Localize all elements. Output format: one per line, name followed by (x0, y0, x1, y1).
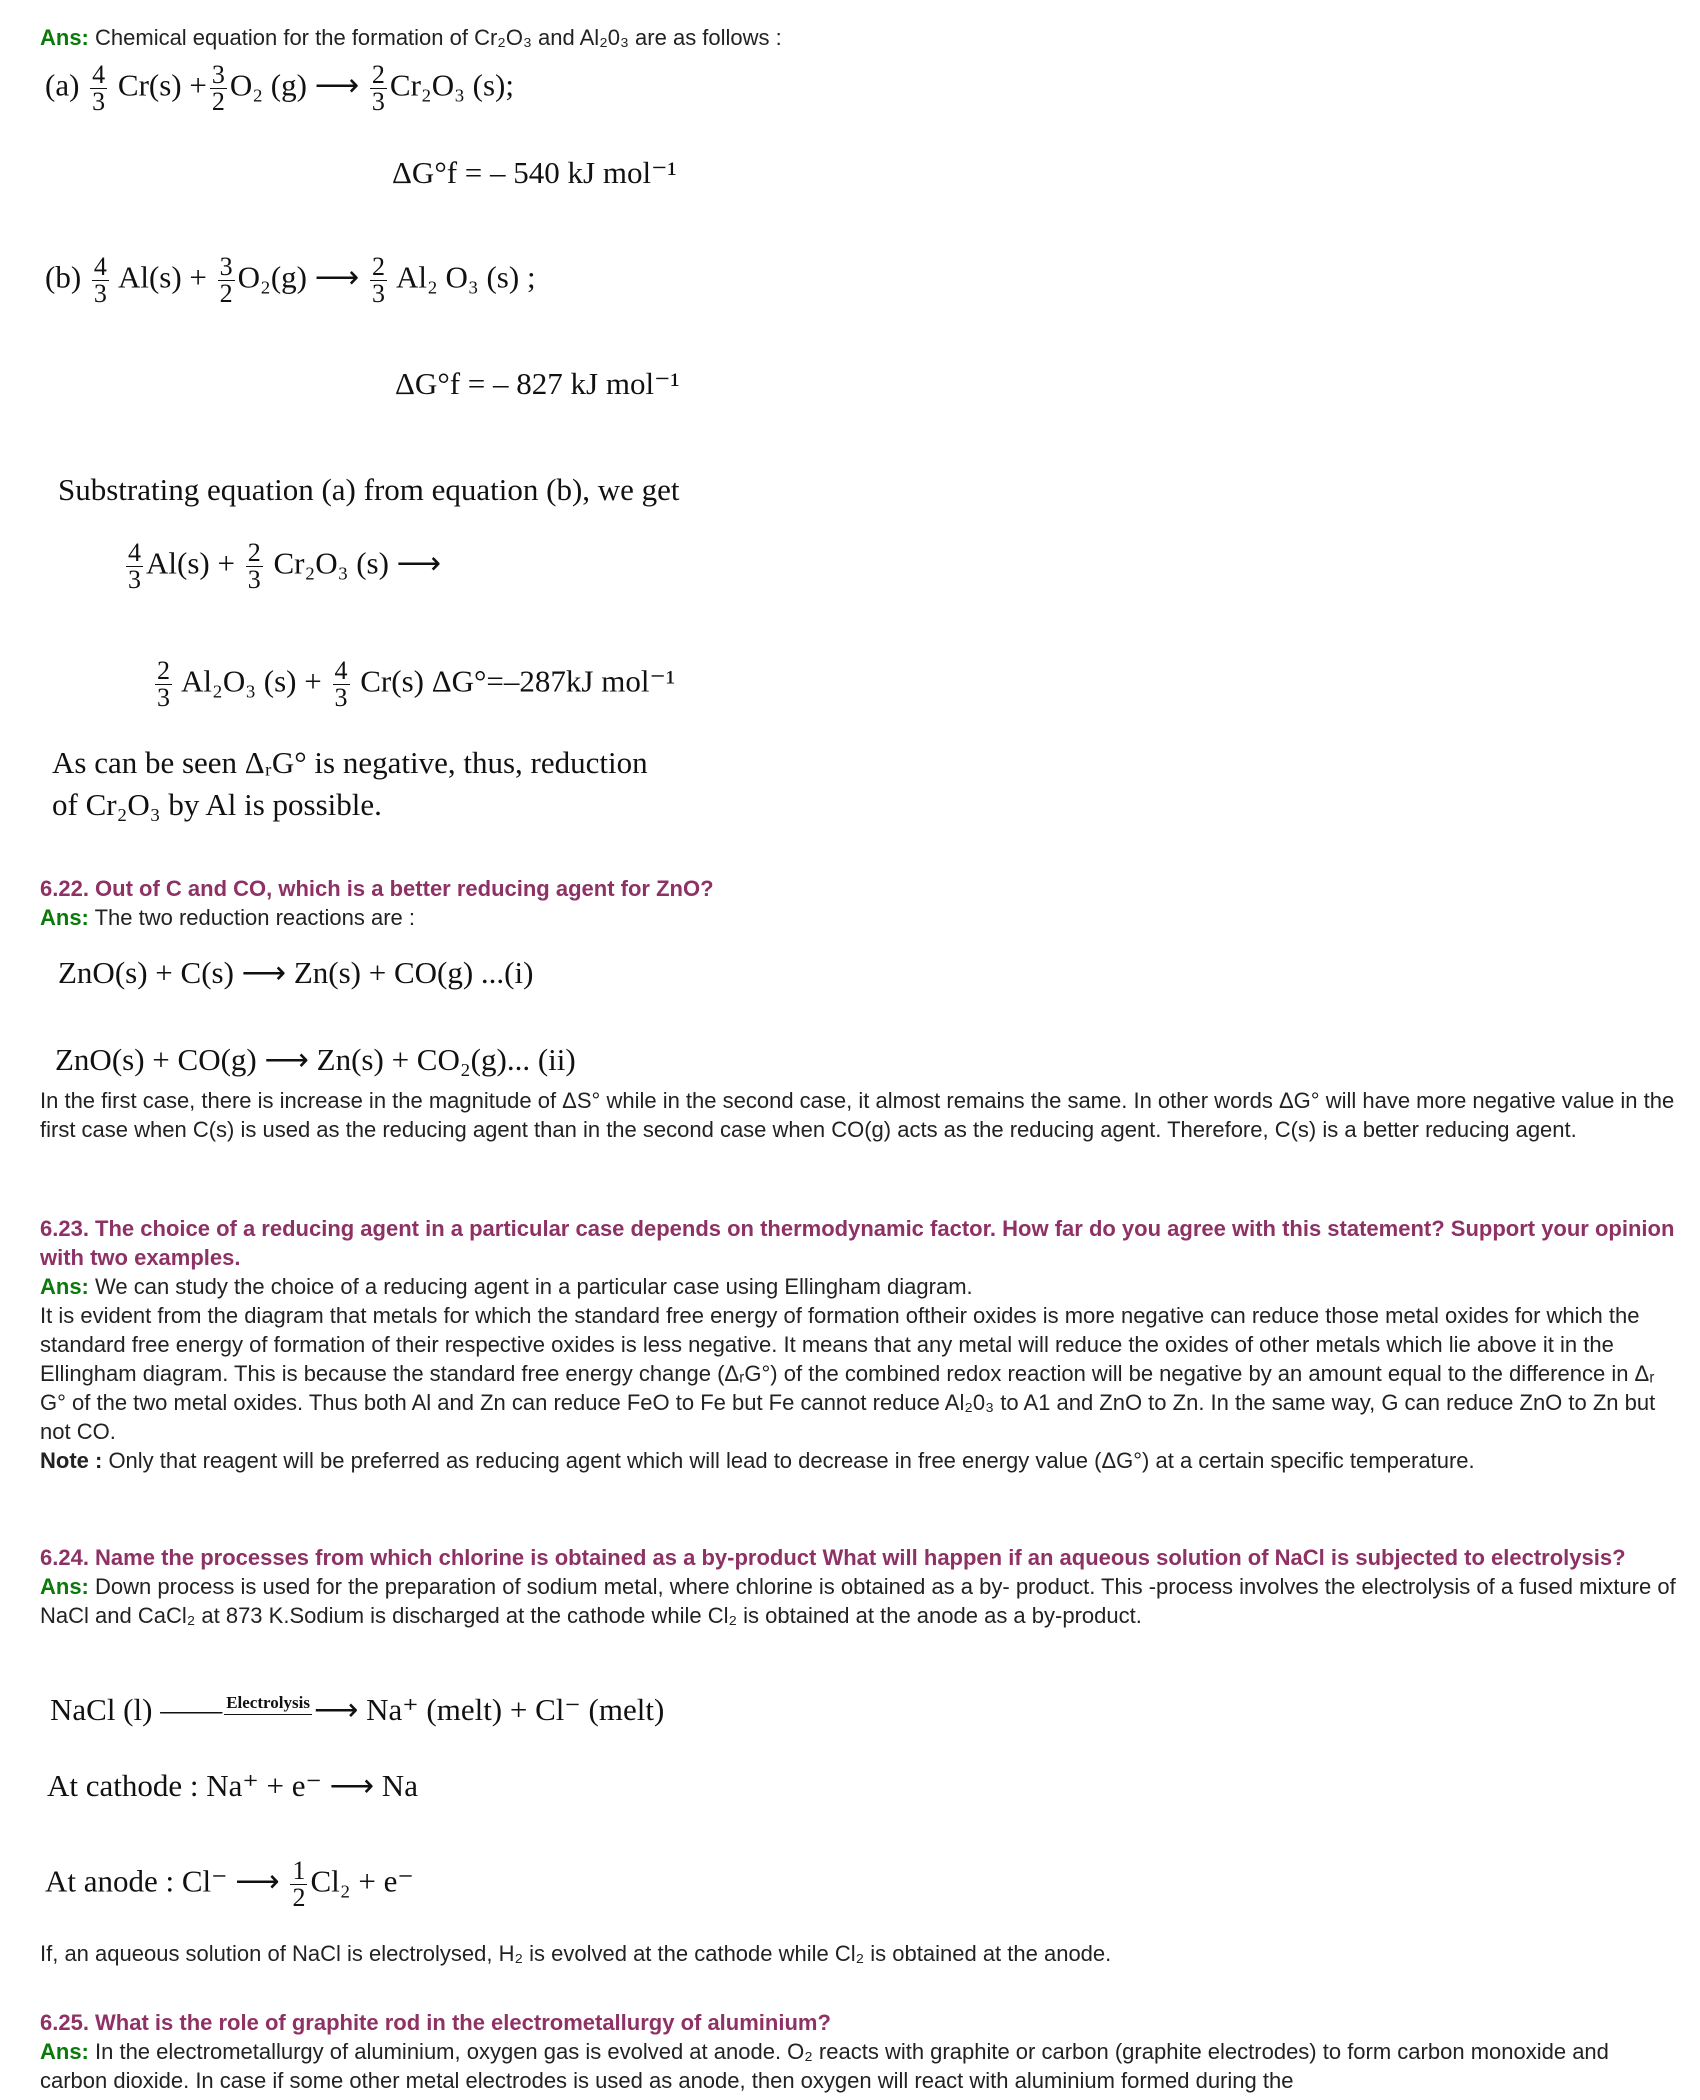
denominator: 3 (157, 683, 170, 712)
equation-term: ZnO(s) + CO(g) ⟶ Zn(s) + CO₂(g)... (ii) (55, 1042, 576, 1077)
denominator: 3 (247, 565, 261, 594)
zno-co-equation (55, 1042, 576, 1078)
equation-term: (b) (45, 259, 89, 295)
fraction (126, 540, 143, 593)
equation-term: ZnO(s) + C(s) ⟶ Zn(s) + CO(g) ...(i) (58, 955, 534, 990)
electrolysis-arrow-label: Electrolysis (224, 1693, 312, 1715)
equation-term: As can be seen ΔᵣG° is negative, thus, reduction (52, 745, 648, 780)
denominator: 3 (92, 87, 106, 116)
equation-term: Cr₂O₃ (s) ⟶ (265, 545, 442, 581)
numerator: 3 (211, 60, 225, 89)
intro-text: Chemical equation for the formation of Cr₂O₃ and Al₂0₃ are as follows : (88, 25, 782, 50)
equation-term: ΔG°f = – 540 kJ mol⁻¹ (392, 155, 677, 190)
equation-term: Al(s) + (146, 545, 243, 581)
note-label: Note : (40, 1448, 103, 1473)
denominator: 3 (371, 279, 385, 308)
denominator: 2 (292, 1883, 306, 1912)
combined-equation-line-2 (152, 658, 675, 711)
equation-term: At cathode : Na⁺ + e⁻ ⟶ Na (47, 1768, 418, 1803)
numerator: 4 (92, 60, 106, 89)
numerator: 2 (371, 252, 385, 281)
fraction (155, 658, 172, 711)
fraction (92, 254, 109, 307)
note-text: Only that reagent will be preferred as reducing agent which will lead to decrease in free energy value (ΔG°) at a certain specific temperature. (102, 1448, 1475, 1473)
equation-term: ⟶ Na⁺ (melt) + Cl⁻ (melt) (313, 1692, 665, 1727)
equation-term: Al₂ O₃ (s) ; (389, 259, 536, 295)
question-6-24 (40, 1543, 1680, 1630)
equation-term: Cr(s) + (110, 67, 207, 103)
numerator: 3 (219, 252, 233, 281)
ans-label: Ans: (40, 2039, 89, 2064)
fraction (90, 62, 107, 115)
numerator: 4 (128, 538, 141, 567)
equation-b-delta-g (395, 366, 680, 402)
question-6-22 (40, 874, 1680, 932)
equation-a-delta-g (392, 155, 677, 191)
equation-b (45, 254, 536, 307)
fraction (370, 62, 387, 115)
ans-label: Ans: (40, 25, 89, 50)
intro-paragraph (40, 23, 1680, 52)
fraction (290, 1858, 307, 1911)
answer-paragraph: It is evident from the diagram that metals for which the standard free energy of formation oftheir oxides is more negative can reduce those metal oxides for which the standard free energy of formation of their respective oxides is less negative. It means that any metal will reduce the oxides of other metals which lie above it in the Ellingham diagram. This is because the standard free energy change (ΔᵣG°) of the combined redox reaction will be negative by an amount equal to the difference in Δᵣ G° of the two metal oxides. Thus both Al and Zn can reduce FeO to Fe but Fe cannot reduce Al₂0₃ to A1 and ZnO to Zn. In the same way, G can reduce ZnO to Zn but not CO. (40, 1303, 1656, 1444)
fraction (370, 254, 387, 307)
denominator: 2 (211, 87, 225, 116)
ans-label: Ans: (40, 1274, 89, 1299)
denominator: 3 (93, 279, 107, 308)
answer-text: We can study the choice of a reducing agent in a particular case using Ellingham diagram. (88, 1274, 973, 1299)
ans-label: Ans: (40, 905, 89, 930)
cathode-equation (47, 1768, 418, 1804)
question-title: 6.25. What is the role of graphite rod in the electrometallurgy of aluminium? (40, 2010, 831, 2035)
question-title: 6.24. Name the processes from which chlorine is obtained as a by-product What will happen if an aqueous solution of NaCl is subjected to electrolysis? (40, 1545, 1626, 1570)
nacl-electrolysis-equation (50, 1692, 664, 1728)
equation-term: O₂(g) ⟶ (237, 259, 367, 295)
numerator: 2 (247, 538, 261, 567)
equation-term: O₂ (g) ⟶ (229, 67, 367, 103)
explanation-6-22: In the first case, there is increase in the magnitude of ΔS° while in the second case, it almost remains the same. In other words ΔG° will have more negative value in the first case when C(s) is used as the reducing agent than in the second case when CO(g) acts as the reducing agent. Therefore, C(s) is a better reducing agent. (40, 1088, 1675, 1142)
equation-term: Al(s) + (111, 259, 215, 295)
fraction (218, 254, 235, 307)
combined-equation-line-1 (123, 540, 441, 593)
equation-a (45, 62, 514, 115)
subtraction-text (58, 472, 680, 508)
numerator: 4 (93, 252, 107, 281)
equation-term: NaCl (l) —— (50, 1692, 223, 1727)
answer-text: The two reduction reactions are : (88, 905, 415, 930)
equation-term: (a) (45, 67, 88, 103)
numerator: 2 (157, 656, 170, 685)
conclusion-line-2 (52, 787, 382, 823)
equation-term: of Cr₂O₃ by Al is possible. (52, 787, 382, 822)
question-6-23 (40, 1214, 1680, 1475)
zno-carbon-equation (58, 955, 533, 991)
question-title: 6.23. The choice of a reducing agent in a particular case depends on thermodynamic factor. How far do you agree with this statement? Support your opinion with two examples. (40, 1216, 1675, 1270)
conclusion-line-1 (52, 745, 648, 781)
denominator: 3 (371, 87, 385, 116)
equation-term: Cl₂ + e⁻ (310, 1863, 414, 1899)
fraction (333, 658, 350, 711)
question-title: 6.22. Out of C and CO, which is a better reducing agent for ZnO? (40, 876, 714, 901)
numerator: 4 (334, 656, 348, 685)
equation-term: Al₂O₃ (s) + (175, 663, 330, 699)
question-6-25 (40, 2008, 1680, 2095)
anode-equation (45, 1858, 414, 1911)
numerator: 2 (371, 60, 385, 89)
answer-text: In the electrometallurgy of aluminium, oxygen gas is evolved at anode. O₂ reacts with graphite or carbon (graphite electrodes) to form carbon monoxide and carbon dioxide. In case if some other metal electrodes is used as anode, then oxygen will react with aluminium formed during the (40, 2039, 1609, 2093)
equation-term: Cr(s) ΔG°=–287kJ mol⁻¹ (352, 663, 676, 699)
equation-term: Substrating equation (a) from equation (b), we get (58, 472, 680, 507)
equation-term: At anode : Cl⁻ ⟶ (45, 1863, 288, 1899)
fraction (210, 62, 227, 115)
denominator: 2 (219, 279, 233, 308)
denominator: 3 (128, 565, 141, 594)
denominator: 3 (334, 683, 348, 712)
equation-term: ΔG°f = – 827 kJ mol⁻¹ (395, 366, 680, 401)
answer-text: Down process is used for the preparation of sodium metal, where chlorine is obtained as a by- product. This -process involves the electrolysis of a fused mixture of NaCl and CaCl₂ at 873 K.Sodium is discharged at the cathode while Cl₂ is obtained at the anode as a by-product. (40, 1574, 1676, 1628)
fraction (246, 540, 263, 593)
equation-term: Cr₂O₃ (s); (389, 67, 514, 103)
numerator: 1 (292, 1856, 306, 1885)
ans-label: Ans: (40, 1574, 89, 1599)
aqueous-electrolysis-text: If, an aqueous solution of NaCl is electrolysed, H₂ is evolved at the cathode while Cl₂ is obtained at the anode. (40, 1941, 1112, 1966)
